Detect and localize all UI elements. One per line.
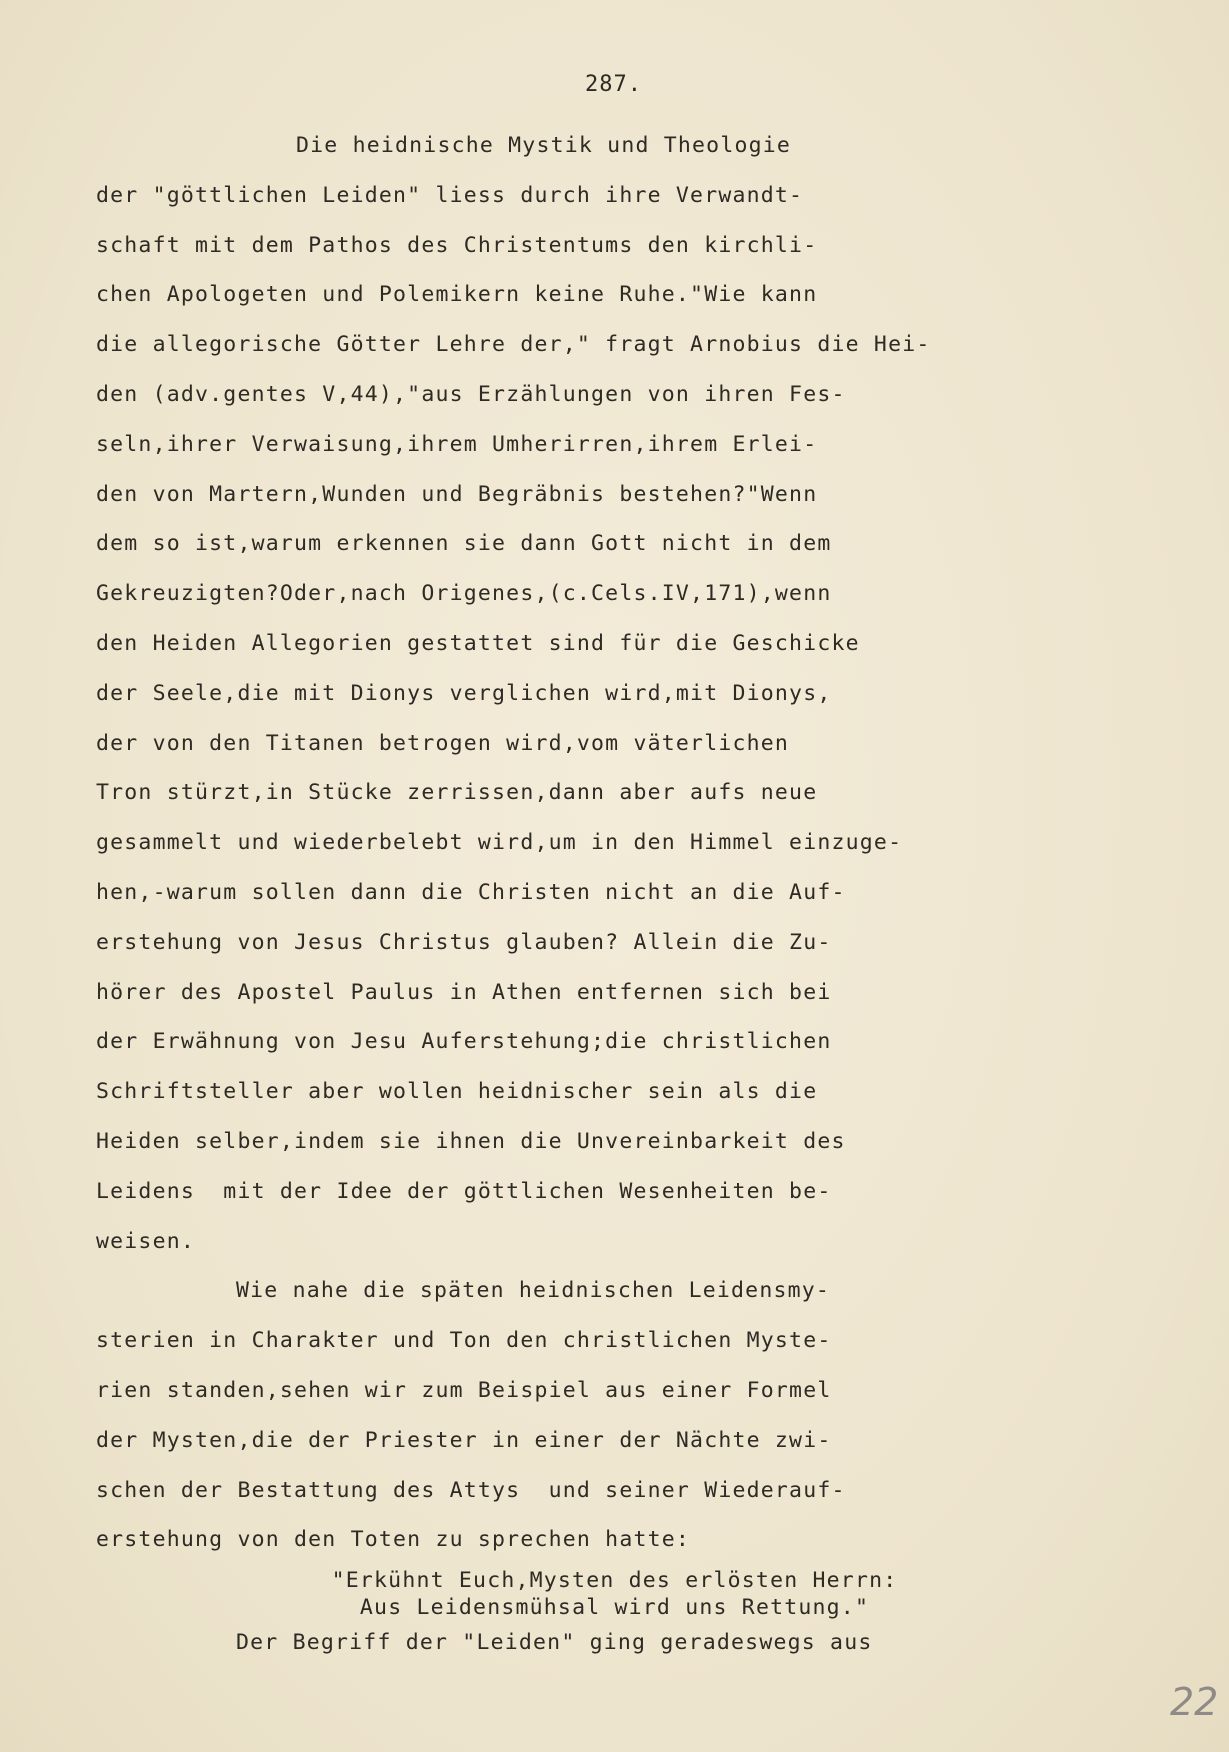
text-line: Die heidnische Mystik und Theologie: [296, 133, 792, 158]
text-line: der "göttlichen Leiden" liess durch ihre Verwandt-: [96, 182, 804, 208]
page-number: 287.: [585, 72, 642, 97]
text-line: Der Begriff der "Leiden" ging geradeswegs aus: [236, 1630, 873, 1655]
quote-line: "Erkühnt Euch,Mysten des erlösten Herrn:: [331, 1568, 898, 1593]
text-line: der Mysten,die der Priester in einer der Nächte zwi-: [96, 1427, 832, 1453]
body-text: [96, 121, 956, 1565]
text-line: Heiden selber,indem sie ihnen die Unvereinbarkeit des: [96, 1128, 846, 1154]
text-line: Gekreuzigten?Oder,nach Origenes,(c.Cels.IV,171),wenn: [96, 581, 832, 607]
block-quote: [0, 1567, 1229, 1621]
text-line: den (adv.gentes V,44),"aus Erzählungen von ihren Fes-: [96, 381, 846, 407]
folio-number: 22: [1170, 1680, 1219, 1724]
text-line: die allegorische Götter Lehre der," fragt Arnobius die Hei-: [96, 332, 931, 358]
text-line: sterien in Charakter und Ton den christlichen Myste-: [96, 1328, 832, 1354]
text-line: der Erwähnung von Jesu Auferstehung;die christlichen: [96, 1029, 832, 1055]
text-line: Wie nahe die späten heidnischen Leidensmy-: [236, 1278, 831, 1304]
text-line: schaft mit dem Pathos des Christentums den kirchli-: [96, 232, 818, 258]
text-line: Schriftsteller aber wollen heidnischer sein als die: [96, 1079, 818, 1105]
text-line: den Heiden Allegorien gestattet sind für die Geschicke: [96, 630, 860, 656]
text-line: hen,-warum sollen dann die Christen nicht an die Auf-: [96, 879, 846, 905]
text-line: den von Martern,Wunden und Begräbnis bestehen?"Wenn: [96, 481, 818, 507]
text-line: schen der Bestattung des Attys und seiner Wiederauf-: [96, 1477, 846, 1503]
text-line: erstehung von Jesus Christus glauben? Allein die Zu-: [96, 929, 832, 955]
text-line: chen Apologeten und Polemikern keine Ruhe."Wie kann: [96, 282, 818, 308]
text-line: seln,ihrer Verwaisung,ihrem Umherirren,ihrem Erlei-: [96, 431, 818, 457]
text-line: erstehung von den Toten zu sprechen hatte:: [96, 1527, 691, 1553]
text-line: dem so ist,warum erkennen sie dann Gott nicht in dem: [96, 531, 832, 557]
text-line: Tron stürzt,in Stücke zerrissen,dann aber aufs neue: [96, 780, 818, 806]
text-line: Leidens mit der Idee der göttlichen Wesenheiten be-: [96, 1178, 832, 1204]
text-line: hörer des Apostel Paulus in Athen entfernen sich bei: [96, 979, 832, 1005]
quote-line: Aus Leidensmühsal wird uns Rettung.": [359, 1595, 870, 1620]
text-line: weisen.: [96, 1228, 196, 1254]
text-line: gesammelt und wiederbelebt wird,um in den Himmel einzuge-: [96, 830, 903, 856]
text-line: der Seele,die mit Dionys verglichen wird,mit Dionys,: [96, 680, 832, 706]
text-line: rien standen,sehen wir zum Beispiel aus einer Formel: [96, 1377, 832, 1403]
text-line: der von den Titanen betrogen wird,vom väterlichen: [96, 730, 790, 756]
